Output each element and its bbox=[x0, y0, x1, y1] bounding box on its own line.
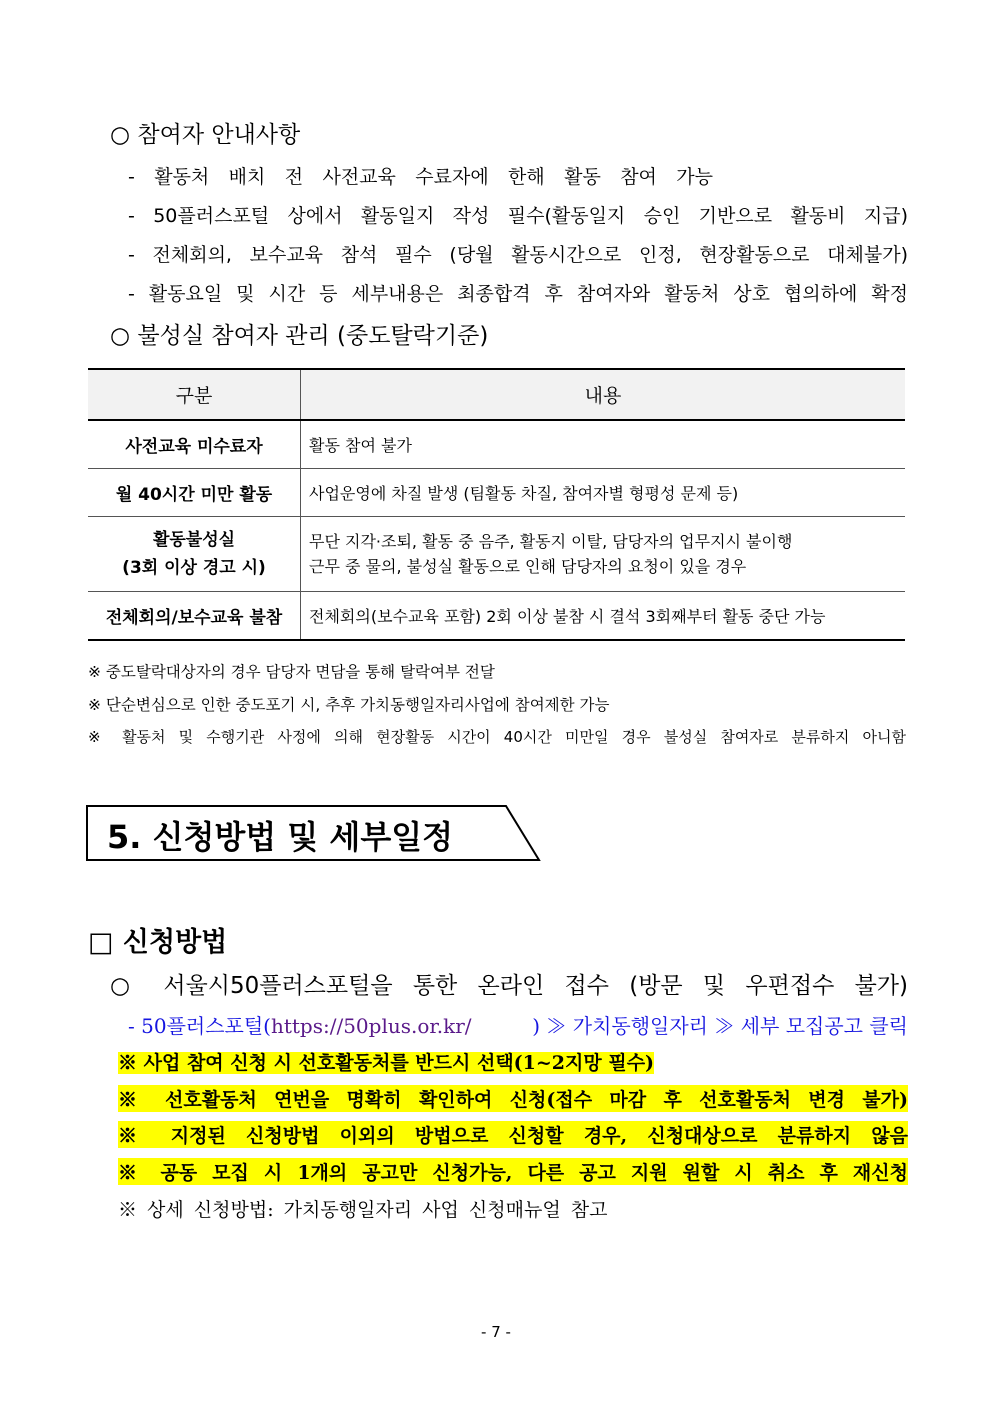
apply-sub: ○ 서울시50플러스포털을 통한 온라인 접수 (방문 및 우편접수 불가) bbox=[110, 973, 908, 999]
highlight-note: ※ 선호활동처 연번을 명확히 확인하여 신청(접수 마감 후 선호활동처 변경 불가) bbox=[118, 1085, 908, 1112]
link-prefix: - 50플러스포털( bbox=[128, 1014, 271, 1038]
row-content-line: 근무 중 물의, 불성실 활동으로 인해 담당자의 요청이 있을 경우 bbox=[309, 557, 747, 576]
row-category: 사전교육 미수료자 bbox=[88, 420, 301, 469]
row-content: 활동 참여 불가 bbox=[301, 420, 906, 469]
table-row bbox=[88, 592, 905, 641]
highlight-note: ※ 공동 모집 시 1개의 공고만 신청가능, 다른 공고 지원 원할 시 취소 후 재신청 bbox=[118, 1158, 908, 1185]
apply-heading: □ 신청방법 bbox=[88, 927, 228, 958]
header-category: 구분 bbox=[88, 369, 301, 420]
row-category bbox=[88, 517, 301, 592]
note: ※ 활동처 및 수행기관 사정에 의해 현장활동 시간이 40시간 미만일 경우 불성실 참여자로 분류하지 아니함 bbox=[88, 728, 906, 746]
highlight-note: ※ 사업 참여 신청 시 선호활동처를 반드시 선택(1~2지망 필수) bbox=[118, 1052, 655, 1074]
row-category: 월 40시간 미만 활동 bbox=[88, 469, 301, 517]
row-category-line: 활동불성실 bbox=[152, 530, 236, 550]
mgmt-heading: ○ 불성실 참여자 관리 (중도탈락기준) bbox=[110, 323, 489, 349]
dropout-criteria-table bbox=[88, 368, 905, 641]
row-category-line: (3회 이상 경고 시) bbox=[122, 558, 266, 578]
note: ※ 중도탈락대상자의 경우 담당자 면담을 통해 탈락여부 전달 bbox=[88, 663, 495, 681]
section-title: 5. 신청방법 및 세부일정 bbox=[107, 818, 454, 856]
table-row bbox=[88, 469, 905, 517]
table-row bbox=[88, 420, 905, 469]
row-content: 사업운영에 차질 발생 (팀활동 차질, 참여자별 형평성 문제 등) bbox=[301, 469, 906, 517]
row-content: 전체회의(보수교육 포함) 2회 이상 불참 시 결석 3회째부터 활동 중단 가능 bbox=[301, 592, 906, 641]
portal-link[interactable]: https://50plus.or.kr/ bbox=[270, 1014, 472, 1038]
guide-item: - 활동처 배치 전 사전교육 수료자에 한해 활동 참여 가능 bbox=[128, 166, 713, 188]
link-path: ) ≫ 가치동행일자리 ≫ 세부 모집공고 클릭 bbox=[532, 1014, 908, 1038]
guide-item: - 활동요일 및 시간 등 세부내용은 최종합격 후 참여자와 활동처 상호 협의하에 확정 bbox=[128, 283, 908, 305]
row-content-line: 무단 지각·조퇴, 활동 중 음주, 활동지 이탈, 담당자의 업무지시 불이행 bbox=[309, 532, 793, 551]
table-header-row bbox=[88, 369, 905, 420]
guide-item: - 50플러스포털 상에서 활동일지 작성 필수(활동일지 승인 기반으로 활동비 지급) bbox=[128, 205, 908, 227]
apply-link-line bbox=[128, 1010, 908, 1039]
guide-heading: ○ 참여자 안내사항 bbox=[110, 122, 301, 148]
row-category: 전체회의/보수교육 불참 bbox=[88, 592, 301, 641]
detail-note: ※ 상세 신청방법: 가치동행일자리 사업 신청매뉴얼 참고 bbox=[118, 1199, 608, 1221]
page-number: - 7 - bbox=[481, 1323, 511, 1341]
table-row bbox=[88, 517, 905, 592]
highlight-note: ※ 지정된 신청방법 이외의 방법으로 신청할 경우, 신청대상으로 분류하지 않음 bbox=[118, 1121, 908, 1148]
row-content bbox=[301, 517, 906, 592]
guide-item: - 전체회의, 보수교육 참석 필수 (당월 활동시간으로 인정, 현장활동으로 대체불가) bbox=[128, 244, 908, 266]
note: ※ 단순변심으로 인한 중도포기 시, 추후 가치동행일자리사업에 참여제한 가능 bbox=[88, 696, 610, 714]
header-content: 내용 bbox=[301, 369, 906, 420]
